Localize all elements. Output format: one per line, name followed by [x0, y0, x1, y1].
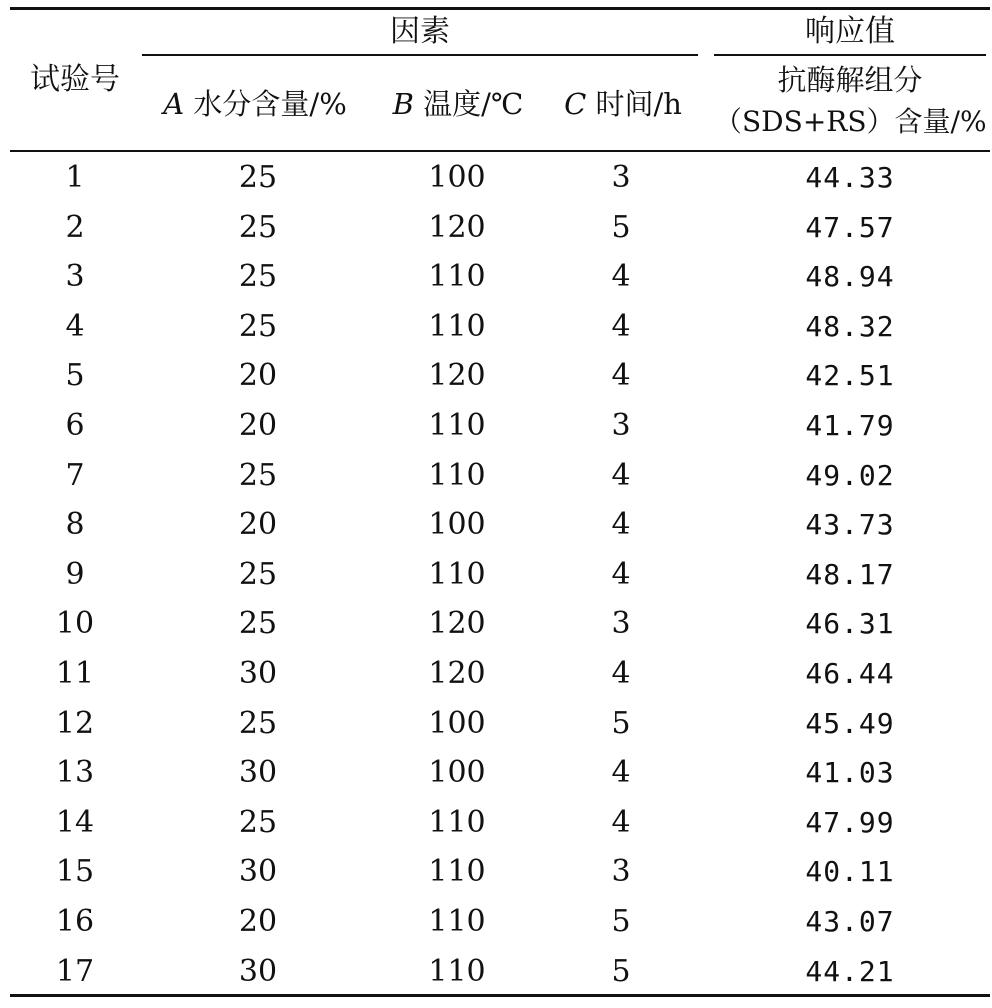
cell-trial-no: 16: [55, 903, 95, 939]
table-row: [10, 356, 990, 406]
header-factors-group: 因素: [390, 14, 450, 49]
data-table: [10, 0, 990, 1008]
cell-response-value: 46.44: [805, 656, 895, 690]
factor-c-label: 时间/h: [595, 87, 682, 121]
response-group-rule: [714, 54, 986, 56]
header-trial-no: 试验号: [30, 62, 120, 97]
table-row: [10, 208, 990, 258]
cell-trial-no: 6: [65, 407, 85, 443]
cell-water-content: 25: [238, 308, 278, 344]
table-row: [10, 456, 990, 506]
header-response-line1: 抗酶解组分: [777, 63, 923, 97]
table-row: [10, 803, 990, 853]
cell-trial-no: 12: [55, 705, 95, 741]
table-row: [10, 406, 990, 456]
cell-temperature: 110: [428, 259, 486, 295]
cell-trial-no: 4: [65, 308, 85, 344]
cell-response-value: 44.21: [805, 954, 895, 988]
cell-temperature: 100: [428, 755, 486, 791]
cell-time: 4: [611, 655, 631, 691]
cell-trial-no: 7: [65, 457, 85, 493]
cell-temperature: 110: [428, 556, 486, 592]
header-response-group: 响应值: [805, 14, 895, 49]
cell-temperature: 120: [428, 209, 486, 245]
cell-response-value: 43.07: [805, 904, 895, 938]
table-row: [10, 307, 990, 357]
cell-water-content: 20: [238, 507, 278, 543]
table-row: [10, 902, 990, 952]
cell-time: 4: [611, 755, 631, 791]
cell-trial-no: 5: [65, 358, 85, 394]
cell-water-content: 25: [238, 556, 278, 592]
table-row: [10, 555, 990, 605]
cell-water-content: 30: [238, 953, 278, 989]
cell-temperature: 110: [428, 854, 486, 890]
table-row: [10, 505, 990, 555]
cell-trial-no: 17: [55, 953, 95, 989]
table-row: [10, 704, 990, 754]
cell-water-content: 25: [238, 606, 278, 642]
cell-temperature: 110: [428, 953, 486, 989]
cell-response-value: 48.17: [805, 557, 895, 591]
cell-temperature: 110: [428, 903, 486, 939]
header-factor-c: [548, 86, 698, 122]
cell-temperature: 120: [428, 655, 486, 691]
header-factor-a: [146, 86, 364, 122]
header-factor-b: [378, 86, 538, 122]
cell-time: 5: [611, 953, 631, 989]
cell-time: 4: [611, 507, 631, 543]
cell-water-content: 25: [238, 457, 278, 493]
cell-time: 4: [611, 259, 631, 295]
cell-time: 3: [611, 160, 631, 195]
cell-water-content: 30: [238, 854, 278, 890]
cell-time: 4: [611, 358, 631, 394]
cell-trial-no: 9: [65, 556, 85, 592]
cell-trial-no: 10: [55, 606, 95, 642]
cell-temperature: 100: [428, 507, 486, 543]
header-response-line2: （SDS+RS）含量/%: [714, 105, 987, 138]
cell-trial-no: 14: [55, 804, 95, 840]
cell-response-value: 46.31: [805, 607, 895, 641]
table-row: [10, 257, 990, 307]
cell-water-content: 25: [238, 209, 278, 245]
table-top-rule: [10, 7, 990, 10]
factor-c-symbol: C: [564, 87, 587, 121]
cell-time: 5: [611, 705, 631, 741]
cell-response-value: 41.79: [805, 408, 895, 442]
cell-water-content: 25: [238, 804, 278, 840]
cell-trial-no: 3: [65, 259, 85, 295]
cell-response-value: 44.33: [805, 161, 895, 194]
cell-temperature: 110: [428, 308, 486, 344]
cell-time: 5: [611, 903, 631, 939]
cell-response-value: 48.94: [805, 260, 895, 294]
cell-response-value: 47.57: [805, 210, 895, 244]
cell-water-content: 30: [238, 655, 278, 691]
cell-water-content: 30: [238, 755, 278, 791]
cell-trial-no: 8: [65, 507, 85, 543]
factors-group-rule: [142, 54, 698, 56]
cell-water-content: 25: [238, 705, 278, 741]
cell-time: 3: [611, 407, 631, 443]
cell-response-value: 47.99: [805, 805, 895, 839]
table-row: [10, 654, 990, 704]
cell-trial-no: 13: [55, 755, 95, 791]
cell-water-content: 25: [238, 160, 278, 195]
cell-time: 4: [611, 308, 631, 344]
cell-time: 4: [611, 457, 631, 493]
table-row: [10, 852, 990, 902]
cell-response-value: 48.32: [805, 309, 895, 343]
factor-b-label: 温度/℃: [423, 87, 524, 121]
cell-water-content: 25: [238, 259, 278, 295]
cell-trial-no: 2: [65, 209, 85, 245]
cell-temperature: 110: [428, 457, 486, 493]
cell-time: 4: [611, 556, 631, 592]
cell-time: 5: [611, 209, 631, 245]
cell-trial-no: 1: [65, 160, 85, 195]
cell-temperature: 110: [428, 407, 486, 443]
cell-response-value: 42.51: [805, 359, 895, 393]
cell-temperature: 110: [428, 804, 486, 840]
cell-response-value: 43.73: [805, 508, 895, 542]
table-row: [10, 952, 990, 1002]
cell-temperature: 120: [428, 358, 486, 394]
factor-a-label: 水分含量/%: [193, 87, 347, 121]
table-body: [10, 158, 990, 1001]
cell-trial-no: 11: [55, 655, 95, 691]
cell-response-value: 41.03: [805, 756, 895, 790]
cell-response-value: 49.02: [805, 458, 895, 492]
cell-response-value: 45.49: [805, 706, 895, 740]
cell-time: 3: [611, 854, 631, 890]
cell-water-content: 20: [238, 407, 278, 443]
cell-response-value: 40.11: [805, 855, 895, 889]
factor-a-symbol: A: [163, 87, 185, 121]
table-row: [10, 604, 990, 654]
cell-water-content: 20: [238, 903, 278, 939]
cell-time: 3: [611, 606, 631, 642]
cell-temperature: 100: [428, 160, 486, 195]
table-row: [10, 158, 990, 208]
cell-temperature: 120: [428, 606, 486, 642]
table-row: [10, 753, 990, 803]
cell-time: 4: [611, 804, 631, 840]
factor-b-symbol: B: [392, 87, 414, 121]
table-header-rule: [10, 150, 990, 152]
cell-water-content: 20: [238, 358, 278, 394]
cell-trial-no: 15: [55, 854, 95, 890]
cell-temperature: 100: [428, 705, 486, 741]
